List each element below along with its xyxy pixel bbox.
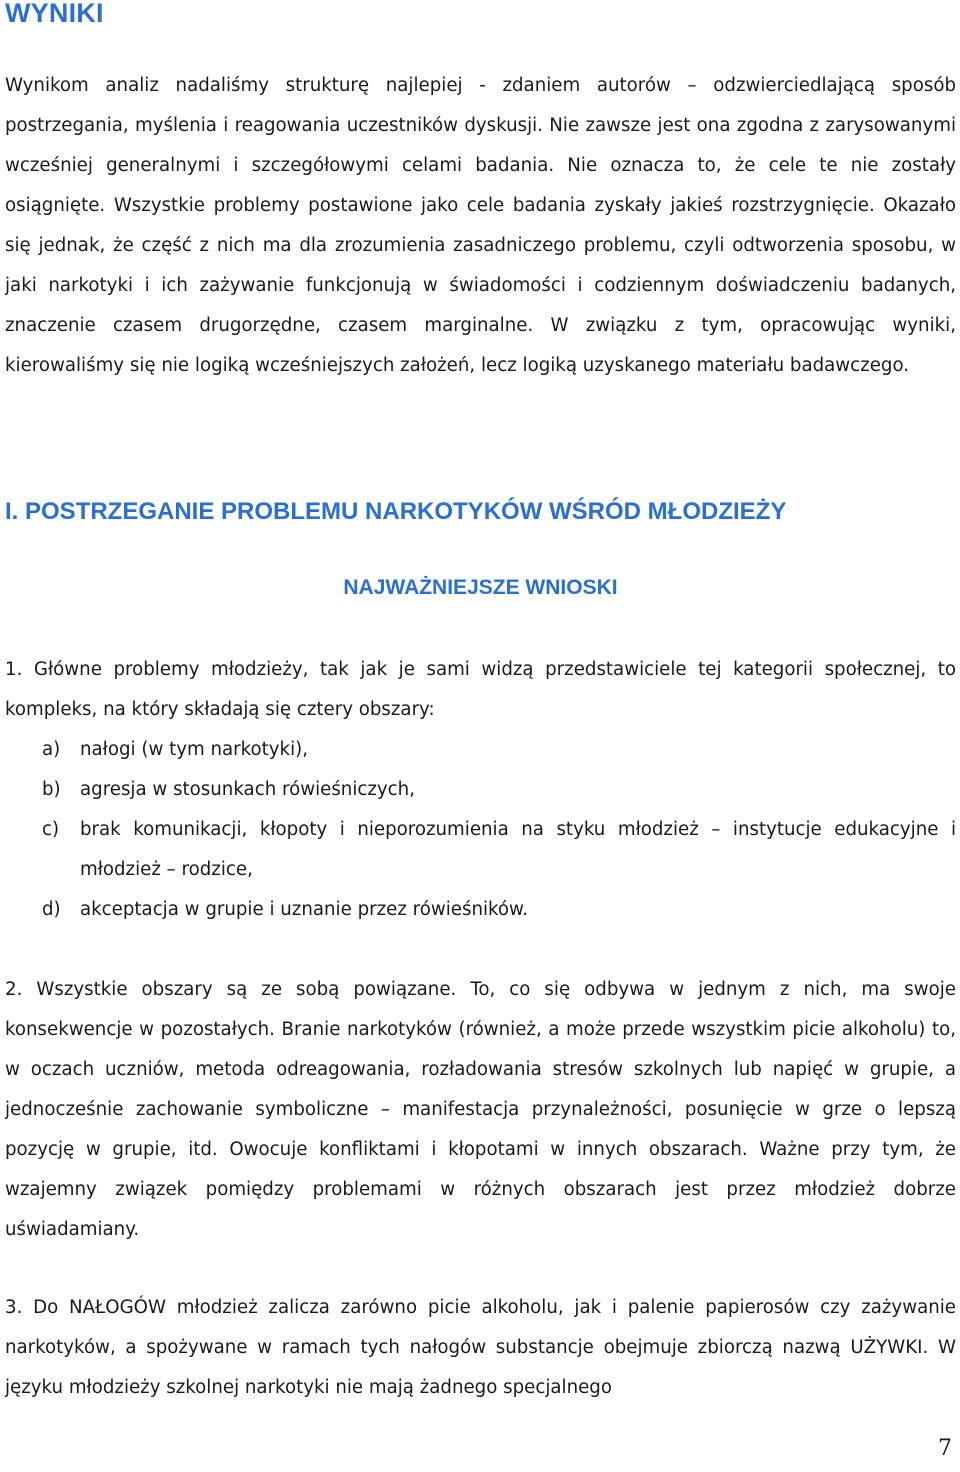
list-item	[5, 810, 956, 890]
list-item-marker: b)	[42, 779, 61, 800]
sub-heading: NAJWAŻNIEJSZE WNIOSKI	[343, 576, 618, 599]
page-number: 7	[938, 1436, 952, 1461]
list-item-text: nałogi (w tym narkotyki),	[80, 739, 309, 760]
page-title: WYNIKI	[5, 0, 104, 28]
obszary-list	[5, 730, 956, 930]
list-item-marker: d)	[42, 899, 61, 920]
list-item-marker: a)	[42, 739, 61, 760]
point-3-paragraph: 3. Do NAŁOGÓW młodzież zalicza zarówno picie alkoholu, jak i palenie papierosów czy zażywanie narkotyków, a spożywane w ramach tych nałogów substancje obejmuje zbiorczą nazwą UŻYWKI. W języku młodzieży szkolnej narkotyki nie mają żadnego specjalnego	[5, 1297, 956, 1398]
list-item-text: agresja w stosunkach rówieśniczych,	[80, 779, 415, 800]
list-item-text: brak komunikacji, kłopoty i nieporozumienia na styku młodzież – instytucje edukacyjne i młodzież – rodzice,	[80, 819, 956, 880]
list-item-text: akceptacja w grupie i uznanie przez rówieśników.	[80, 899, 529, 920]
list-item	[5, 770, 956, 810]
list-item	[5, 890, 956, 930]
list-item	[5, 730, 956, 770]
point-2-paragraph: 2. Wszystkie obszary są ze sobą powiązane. To, co się odbywa w jednym z nich, ma swoje konsekwencje w pozostałych. Branie narkotyków (również, a może przede wszystkim picie alkoholu) to, w oczach uczniów, metoda odreagowania, rozładowania stresów szkolnych lub napięć w grupie, a jednocześnie zachowanie symboliczne – manifestacja przynależności, posunięcie w grze o lepszą pozycję w grupie, itd. Owocuje konfliktami i kłopotami w innych obszarach. Ważne przy tym, że wzajemny związek pomiędzy problemami w różnych obszarach jest przez młodzież dobrze uświadamiany.	[5, 979, 956, 1240]
list-item-marker: c)	[42, 819, 60, 840]
intro-paragraph: Wynikom analiz nadaliśmy strukturę najlepiej - zdaniem autorów – odzwierciedlającą sposób postrzegania, myślenia i reagowania uczestników dyskusji. Nie zawsze jest ona zgodna z zarysowanymi wcześniej generalnymi i szczegółowymi celami badania. Nie oznacza to, że cele te nie zostały osiągnięte. Wszystkie problemy postawione jako cele badania zyskały jakieś rozstrzygnięcie. Okazało się jednak, że część z nich ma dla zrozumienia zasadniczego problemu, czyli odtworzenia sposobu, w jaki narkotyki i ich zażywanie funkcjonują w świadomości i codziennym doświadczeniu badanych, znaczenie czasem drugorzędne, czasem marginalne. W związku z tym, opracowując wyniki, kierowaliśmy się nie logiką wcześniejszych założeń, lecz logiką uzyskanego materiału badawczego.	[5, 75, 956, 376]
section-heading: I. POSTRZEGANIE PROBLEMU NARKOTYKÓW WŚRÓD MŁODZIEŻY	[5, 498, 787, 525]
point-1-paragraph: 1. Główne problemy młodzieży, tak jak je sami widzą przedstawiciele tej kategorii społecznej, to kompleks, na który składają się cztery obszary:	[5, 659, 956, 720]
